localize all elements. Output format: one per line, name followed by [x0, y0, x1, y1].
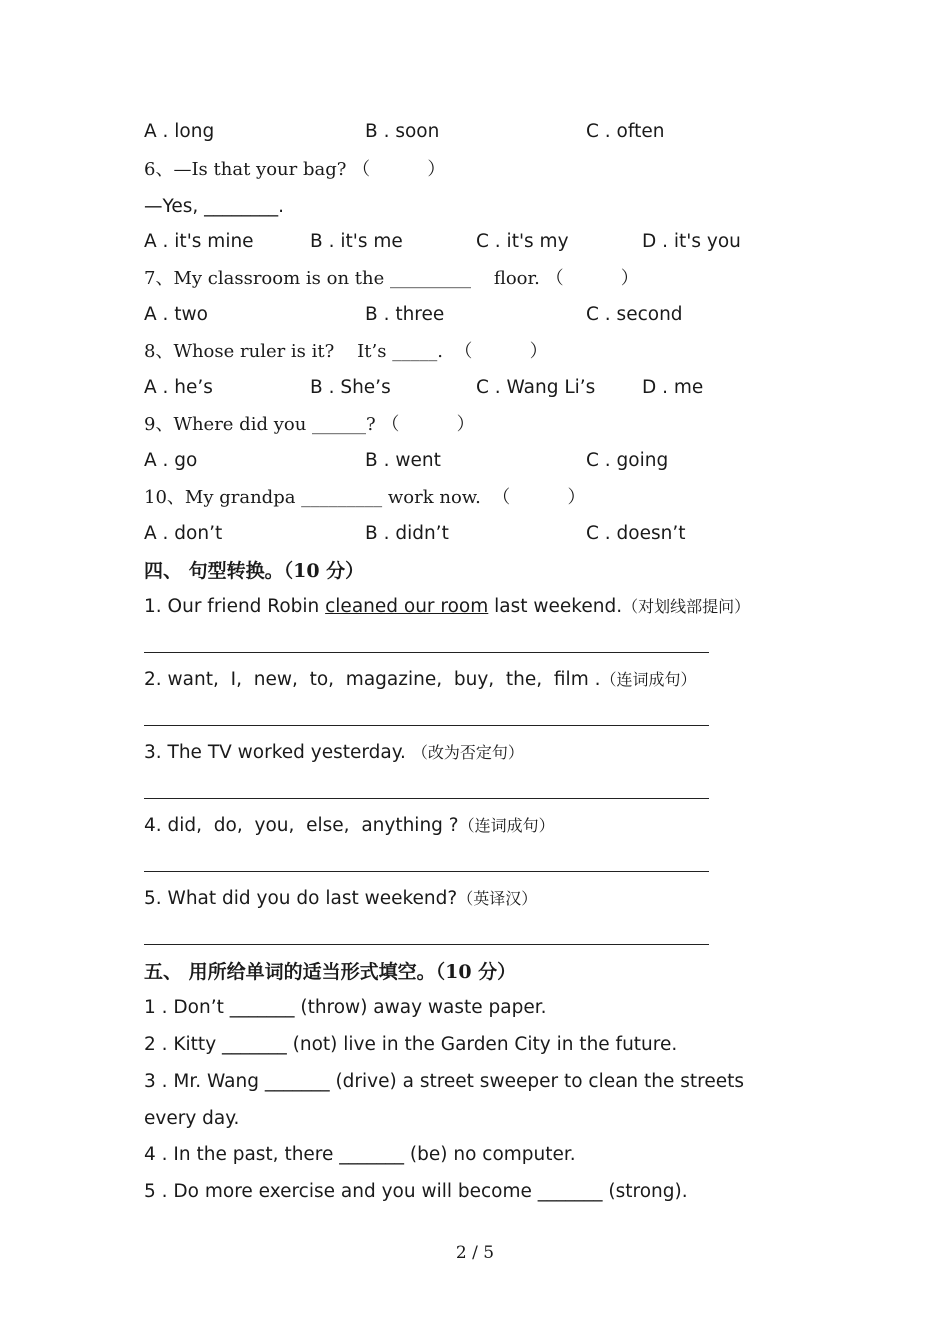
s4-answer-line-4[interactable]	[144, 871, 709, 872]
s4-item-5-note: （英译汉）	[457, 889, 538, 908]
q10-option-a: A . don’t	[144, 523, 223, 544]
s4-answer-line-2[interactable]	[144, 725, 709, 726]
s4-item-2-text: 2. want, I, new, to, magazine, buy, the, film .	[144, 669, 601, 690]
page-number: 2 / 5	[455, 1243, 495, 1263]
q7-option-a: A . two	[144, 304, 209, 325]
s4-item-3	[144, 741, 524, 765]
s4-item-3-text: 3. The TV worked yesterday.	[144, 742, 412, 763]
s4-item-3-note: （改为否定句）	[411, 743, 524, 762]
q9-option-b: B . went	[365, 450, 441, 471]
q6-option-a: A . it's mine	[144, 231, 254, 252]
section5-heading: 五、 用所给单词的适当形式填空。（10 分）	[144, 961, 517, 983]
s4-item-5	[144, 887, 537, 911]
s4-item-2-note: （连词成句）	[600, 670, 697, 689]
s4-item-1-post: last weekend.	[488, 596, 623, 617]
q5-option-c: C . often	[586, 121, 665, 142]
q9-option-a: A . go	[144, 450, 198, 471]
s4-item-1-pre: 1. Our friend Robin	[144, 596, 326, 617]
q9-question: 9、Where did you ______? （ ）	[144, 414, 475, 435]
q8-option-d: D . me	[642, 377, 704, 398]
q10-question: 10、My grandpa _________ work now. （ ）	[144, 487, 586, 508]
q7-option-c: C . second	[586, 304, 683, 325]
q7-option-b: B . three	[365, 304, 445, 325]
q6-option-d: D . it's you	[642, 231, 741, 252]
s4-item-4-text: 4. did, do, you, else, anything ?	[144, 815, 459, 836]
q10-option-b: B . didn’t	[365, 523, 449, 544]
s5-item-3-cont: every day.	[144, 1108, 240, 1129]
q8-option-c: C . Wang Li’s	[476, 377, 596, 398]
s4-answer-line-5[interactable]	[144, 944, 709, 945]
q10-option-c: C . doesn’t	[586, 523, 686, 544]
q6-option-c: C . it's my	[476, 231, 569, 252]
q8-option-a: A . he’s	[144, 377, 213, 398]
s4-item-4	[144, 814, 555, 838]
s5-item-4: 4 . In the past, there _______ (be) no computer.	[144, 1144, 576, 1165]
s5-item-2: 2 . Kitty _______ (not) live in the Garden City in the future.	[144, 1034, 678, 1055]
q8-question: 8、Whose ruler is it? It’s _____. （ ）	[144, 341, 548, 362]
s4-item-5-text: 5. What did you do last weekend?	[144, 888, 458, 909]
s5-item-3: 3 . Mr. Wang _______ (drive) a street sweeper to clean the streets	[144, 1071, 745, 1092]
s4-item-2	[144, 668, 697, 692]
s4-answer-line-3[interactable]	[144, 798, 709, 799]
s4-item-1	[144, 595, 750, 619]
q5-option-b: B . soon	[365, 121, 440, 142]
q9-option-c: C . going	[586, 450, 669, 471]
section4-heading: 四、 句型转换。（10 分）	[144, 560, 365, 582]
q8-option-b: B . She’s	[310, 377, 391, 398]
q7-question: 7、My classroom is on the _________ floor. （ ）	[144, 268, 639, 289]
s4-item-4-note: （连词成句）	[458, 816, 555, 835]
s5-item-1: 1 . Don’t _______ (throw) away waste paper.	[144, 997, 547, 1018]
q6-question: 6、—Is that your bag? （ ）	[144, 159, 446, 180]
s4-item-1-note: （对划线部提问）	[622, 597, 751, 616]
q6-option-b: B . it's me	[310, 231, 403, 252]
s5-item-5: 5 . Do more exercise and you will become _______ (strong).	[144, 1181, 688, 1202]
s4-answer-line-1[interactable]	[144, 652, 709, 653]
s4-item-1-underlined: cleaned our room	[325, 596, 489, 617]
q5-option-a: A . long	[144, 121, 215, 142]
q6-answer-line: —Yes, ________.	[144, 196, 285, 217]
